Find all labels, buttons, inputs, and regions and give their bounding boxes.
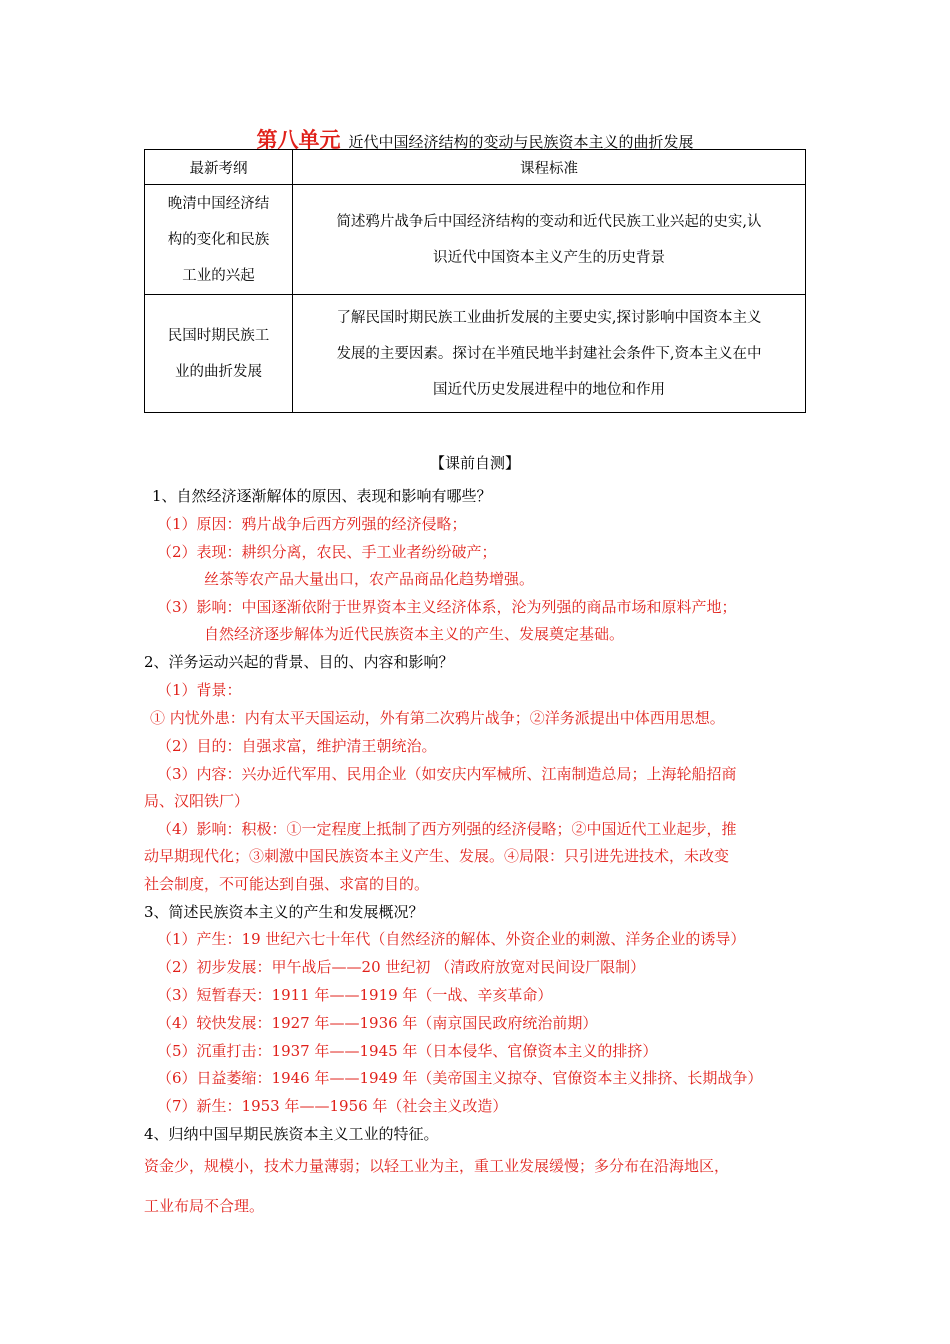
answer-line: 动早期现代化；③刺激中国民族资本主义产生、发展。④局限：只引进先进技术，未改变 bbox=[144, 847, 730, 865]
answer-line: 社会制度，不可能达到自强、求富的目的。 bbox=[144, 875, 430, 893]
answer-line: （3）内容：兴办近代军用、民用企业（如安庆内军械所、江南制造总局；上海轮船招商 bbox=[157, 765, 737, 783]
answer-line: （1）原因：鸦片战争后西方列强的经济侵略； bbox=[157, 515, 467, 533]
question-line: 2、洋务运动兴起的背景、目的、内容和影响？ bbox=[144, 653, 454, 671]
answer-line: （2）表现：耕织分离，农民、手工业者纷纷破产； bbox=[157, 543, 497, 561]
answer-line: ① 内忧外患：内有太平天国运动，外有第二次鸦片战争；②洋务派提出中体西用思想。 bbox=[150, 709, 725, 727]
table-cell-outline bbox=[145, 185, 293, 295]
table-header-outline: 最新考纲 bbox=[145, 150, 293, 185]
answer-line: （5）沉重打击：1937 年——1945 年（日本侵华、官僚资本主义的排挤） bbox=[157, 1042, 658, 1060]
answer-line: 资金少，规模小，技术力量薄弱；以轻工业为主，重工业发展缓慢；多分布在沿海地区， bbox=[144, 1157, 730, 1175]
answer-line: （3）短暂春天：1911 年——1919 年（一战、辛亥革命） bbox=[157, 986, 553, 1004]
answer-line: （1）背景： bbox=[157, 681, 242, 699]
table-cell-standard bbox=[293, 185, 806, 295]
cell-line: 国近代历史发展进程中的地位和作用 bbox=[433, 381, 665, 398]
answer-line: （3）影响：中国逐渐依附于世界资本主义经济体系，沦为列强的商品市场和原料产地； bbox=[157, 598, 737, 616]
cell-line: 发展的主要因素。探讨在半殖民地半封建社会条件下,资本主义在中 bbox=[336, 345, 762, 362]
table-cell-standard bbox=[293, 295, 806, 413]
answer-line: 丝茶等农产品大量出口，农产品商品化趋势增强。 bbox=[204, 570, 535, 588]
table-header-row bbox=[145, 150, 806, 185]
unit-subtitle: 近代中国经济结构的变动与民族资本主义的曲折发展 bbox=[348, 133, 694, 151]
answer-line: （4）影响：积极：①一定程度上抵制了西方列强的经济侵略；②中国近代工业起步，推 bbox=[157, 820, 737, 838]
table-header-standard: 课程标准 bbox=[293, 150, 806, 185]
answer-line: 自然经济逐步解体为近代民族资本主义的产生、发展奠定基础。 bbox=[204, 625, 625, 643]
question-line: 3、简述民族资本主义的产生和发展概况？ bbox=[144, 903, 424, 921]
question-line: 1、自然经济逐渐解体的原因、表现和影响有哪些？ bbox=[152, 487, 492, 505]
cell-line: 民国时期民族工 bbox=[167, 327, 270, 344]
cell-line: 晚清中国经济结 bbox=[167, 195, 270, 212]
cell-line: 构的变化和民族 bbox=[167, 231, 270, 248]
question-line: 4、归纳中国早期民族资本主义工业的特征。 bbox=[144, 1125, 439, 1143]
answer-line: （2）初步发展：甲午战后——20 世纪初 （清政府放宽对民间设厂限制） bbox=[157, 958, 646, 976]
cell-line: 业的曲折发展 bbox=[175, 363, 262, 380]
table-row bbox=[145, 185, 806, 295]
table-cell-outline bbox=[145, 295, 293, 413]
cell-line: 了解民国时期民族工业曲折发展的主要史实,探讨影响中国资本主义 bbox=[336, 309, 762, 326]
curriculum-table bbox=[144, 149, 806, 413]
cell-line: 识近代中国资本主义产生的历史背景 bbox=[433, 249, 665, 266]
unit-label: 第八单元 bbox=[256, 128, 341, 152]
answer-line: （4）较快发展：1927 年——1936 年（南京国民政府统治前期） bbox=[157, 1014, 598, 1032]
cell-line: 简述鸦片战争后中国经济结构的变动和近代民族工业兴起的史实,认 bbox=[336, 213, 762, 230]
cell-line: 工业的兴起 bbox=[182, 267, 255, 284]
answer-line: （1）产生：19 世纪六七十年代（自然经济的解体、外资企业的刺激、洋务企业的诱导） bbox=[157, 930, 746, 948]
table-row bbox=[145, 295, 806, 413]
answer-line: （2）目的：自强求富，维护清王朝统治。 bbox=[157, 737, 437, 755]
answer-line: 局、汉阳铁厂） bbox=[144, 792, 250, 810]
answer-line: （7）新生：1953 年——1956 年（社会主义改造） bbox=[157, 1097, 508, 1115]
answer-line: 工业布局不合理。 bbox=[144, 1197, 265, 1215]
answer-line: （6）日益萎缩：1946 年——1949 年（美帝国主义掠夺、官僚资本主义排挤、长期战争） bbox=[157, 1069, 763, 1087]
section-heading: 【课前自测】 bbox=[429, 454, 520, 472]
